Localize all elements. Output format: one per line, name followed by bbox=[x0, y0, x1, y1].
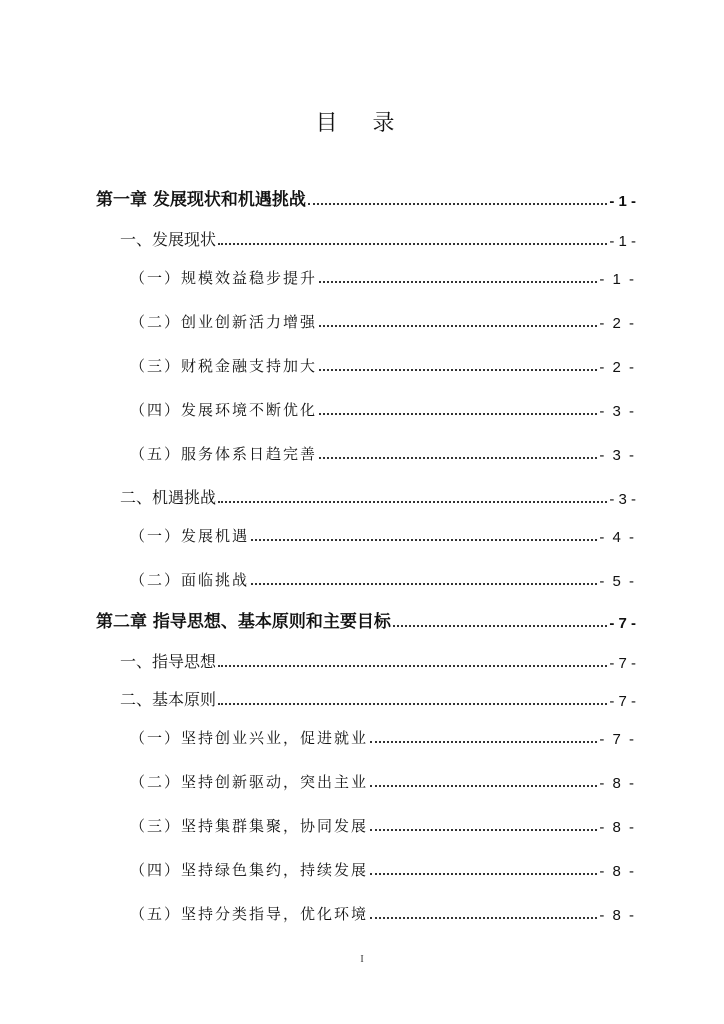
dot-leader bbox=[319, 325, 597, 327]
dot-leader bbox=[370, 785, 597, 787]
dot-leader bbox=[218, 501, 607, 503]
toc-entry-section[interactable] bbox=[120, 686, 636, 710]
dot-leader bbox=[218, 243, 607, 245]
toc-entry-chapter-2[interactable] bbox=[96, 608, 636, 632]
toc-entry-page: - 7 - bbox=[609, 655, 636, 672]
dot-leader bbox=[218, 665, 607, 667]
toc-entry-page: - 1 - bbox=[599, 271, 636, 288]
toc-entry-subsection[interactable] bbox=[130, 264, 636, 288]
dot-leader bbox=[319, 413, 597, 415]
toc-entry-label: （五）坚持分类指导，优化环境 bbox=[130, 905, 369, 923]
dot-leader bbox=[308, 203, 607, 205]
dot-leader bbox=[370, 917, 597, 919]
toc-entry-subsection[interactable] bbox=[130, 900, 636, 924]
toc-entry-label: 第二章 指导思想、基本原则和主要目标 bbox=[96, 612, 391, 632]
toc-entry-subsection[interactable] bbox=[130, 396, 636, 420]
dot-leader bbox=[319, 281, 597, 283]
toc-entry-label: 一、发展现状 bbox=[120, 230, 217, 249]
dot-leader bbox=[319, 369, 597, 371]
toc-entry-page: - 5 - bbox=[599, 573, 636, 590]
toc-entry-subsection[interactable] bbox=[130, 724, 636, 748]
dot-leader bbox=[251, 583, 597, 585]
toc-title: 目 录 bbox=[315, 111, 409, 136]
toc-entry-page: - 7 - bbox=[609, 693, 636, 710]
toc-entry-page: - 7 - bbox=[609, 615, 636, 632]
dot-leader bbox=[370, 873, 597, 875]
toc-entry-page: - 8 - bbox=[599, 907, 636, 924]
toc-entry-subsection[interactable] bbox=[130, 352, 636, 376]
toc-entry-label: （四）坚持绿色集约，持续发展 bbox=[130, 861, 369, 879]
toc-entry-page: - 4 - bbox=[599, 529, 636, 546]
toc-entry-label: （五）服务体系日趋完善 bbox=[130, 445, 318, 463]
toc-entry-page: - 8 - bbox=[599, 819, 636, 836]
toc-entry-page: - 1 - bbox=[609, 233, 636, 250]
toc-entry-section[interactable] bbox=[120, 226, 636, 250]
toc-entry-label: （二）面临挑战 bbox=[130, 571, 250, 589]
toc-entry-chapter-1[interactable] bbox=[96, 186, 636, 210]
toc-entry-label: （三）坚持集群集聚，协同发展 bbox=[130, 817, 369, 835]
toc-entry-label: 一、指导思想 bbox=[120, 652, 217, 671]
toc-entry-label: （一）规模效益稳步提升 bbox=[130, 269, 318, 287]
toc-entry-subsection[interactable] bbox=[130, 812, 636, 836]
dot-leader bbox=[251, 539, 597, 541]
toc-entry-subsection[interactable] bbox=[130, 308, 636, 332]
dot-leader bbox=[393, 625, 607, 627]
toc-entry-page: - 3 - bbox=[599, 403, 636, 420]
page-number-footer: I bbox=[360, 954, 364, 965]
toc-entry-page: - 8 - bbox=[599, 775, 636, 792]
toc-entry-section[interactable] bbox=[120, 648, 636, 672]
dot-leader bbox=[319, 457, 597, 459]
dot-leader bbox=[218, 703, 607, 705]
toc-entry-subsection[interactable] bbox=[130, 856, 636, 880]
toc-entry-section[interactable] bbox=[120, 484, 636, 508]
toc-entry-subsection[interactable] bbox=[130, 566, 636, 590]
toc-entry-page: - 1 - bbox=[609, 193, 636, 210]
toc-entry-label: （三）财税金融支持加大 bbox=[130, 357, 318, 375]
dot-leader bbox=[370, 829, 597, 831]
toc-entry-label: （二）创业创新活力增强 bbox=[130, 313, 318, 331]
toc-entry-page: - 3 - bbox=[599, 447, 636, 464]
toc-entry-page: - 2 - bbox=[599, 315, 636, 332]
toc-entry-subsection[interactable] bbox=[130, 522, 636, 546]
toc-entry-label: （一）发展机遇 bbox=[130, 527, 250, 545]
toc-entry-page: - 2 - bbox=[599, 359, 636, 376]
toc-entry-label: 第一章 发展现状和机遇挑战 bbox=[96, 190, 306, 210]
toc-entry-subsection[interactable] bbox=[130, 440, 636, 464]
toc-entry-page: - 8 - bbox=[599, 863, 636, 880]
toc-entry-label: 二、基本原则 bbox=[120, 690, 217, 709]
toc-entry-label: （一）坚持创业兴业，促进就业 bbox=[130, 729, 369, 747]
toc-entry-subsection[interactable] bbox=[130, 768, 636, 792]
toc-entry-page: - 7 - bbox=[599, 731, 636, 748]
toc-entry-label: （二）坚持创新驱动，突出主业 bbox=[130, 773, 369, 791]
toc-entry-label: 二、机遇挑战 bbox=[120, 488, 217, 507]
dot-leader bbox=[370, 741, 597, 743]
toc-entry-page: - 3 - bbox=[609, 491, 636, 508]
toc-entry-label: （四）发展环境不断优化 bbox=[130, 401, 318, 419]
